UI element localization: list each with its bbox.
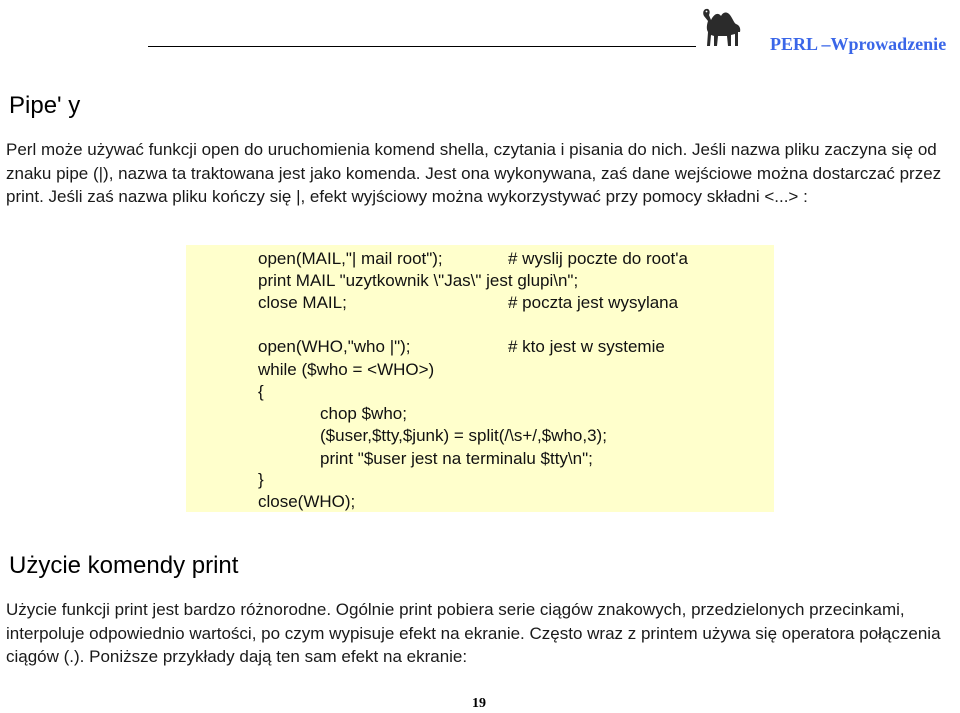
code-line: ($user,$tty,$junk) = split(/\s+/,$who,3); <box>320 426 607 445</box>
code-comment: # poczta jest wysylana <box>508 293 679 312</box>
document-title: PERL –Wprowadzenie <box>770 34 947 54</box>
print-paragraph: Użycie funkcji print jest bardzo różnorodne. Ogólnie print pobiera serie ciągów znakowych, przedzielonych przecinkami, interpoluje odpowiednio wartości, po czym wypisuje efekt na ekranie. Często wraz z printem używa się operatora połączenia ciągów (.). Poniższe przykłady dają ten sam efekt na ekranie: <box>6 600 941 666</box>
section-heading-print: Użycie komendy print <box>9 552 239 579</box>
code-line: open(MAIL,"| mail root"); <box>258 249 443 268</box>
code-comment: # kto jest w systemie <box>508 337 665 356</box>
code-line: close MAIL; <box>258 293 347 312</box>
code-line: while ($who = <WHO>) <box>258 360 435 379</box>
header-rule <box>148 46 696 47</box>
pipes-paragraph: Perl może używać funkcji open do uruchomienia komend shella, czytania i pisania do nich. Jeśli nazwa pliku zaczyna się od znaku pipe (|), nazwa ta traktowana jest jako komenda. Jest ona wykonywana, zaś dane wejściowe można dostarczać przez print. Jeśli zaś nazwa pliku kończy się |, efekt wyjściowy można wykorzystywać przy pomocy składni <...> : <box>6 140 942 206</box>
section-heading-pipes: Pipe' y <box>9 92 81 119</box>
code-line: } <box>258 470 264 489</box>
code-line: close(WHO); <box>258 492 356 511</box>
code-line: open(WHO,"who |"); <box>258 337 411 356</box>
code-line: print MAIL "uzytkownik \"Jas\" jest glupi\n"; <box>258 271 579 290</box>
code-line: { <box>258 382 264 401</box>
code-comment: # wyslij poczte do root'a <box>508 249 688 268</box>
code-line: print "$user jest na terminalu $tty\n"; <box>320 449 593 468</box>
code-line: chop $who; <box>320 404 407 423</box>
camel-logo-icon <box>696 2 748 50</box>
page-number: 19 <box>472 696 486 711</box>
